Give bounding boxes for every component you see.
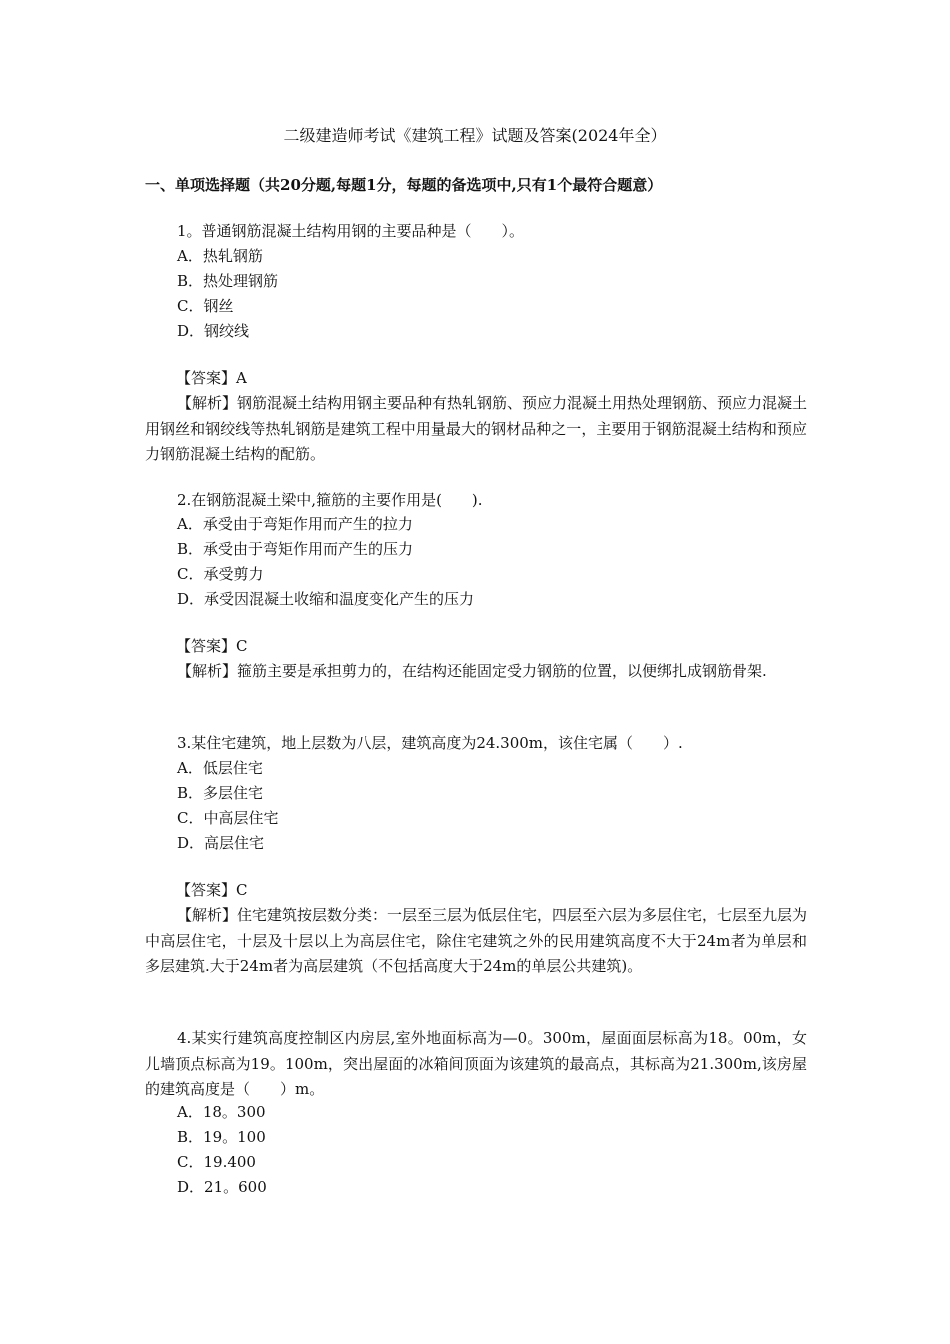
question-1-answer: 【答案】A (176, 369, 247, 387)
question-2-option-d: D．承受因混凝土收缩和温度变化产生的压力 (177, 590, 475, 608)
question-1-option-c: C．钢丝 (177, 297, 234, 315)
question-1-stem: 1。普通钢筋混凝土结构用钢的主要品种是（ ）。 (177, 222, 525, 240)
question-3-option-a: A．低层住宅 (177, 759, 263, 777)
question-2-analysis: 【解析】箍筋主要是承担剪力的，在结构还能固定受力钢筋的位置，以便绑扎成钢筋骨架. (177, 662, 767, 680)
question-2-option-b: B．承受由于弯矩作用而产生的压力 (177, 540, 414, 558)
question-3-option-c: C．中高层住宅 (177, 809, 279, 827)
question-3-analysis: 【解析】住宅建筑按层数分类：一层至三层为低层住宅，四层至六层为多层住宅，七层至九层为中高层住宅，十层及十层以上为高层住宅，除住宅建筑之外的民用建筑高度不大于24m者为单层和多层建筑.大于24m者为高层建筑（不包括高度大于24m的单层公共建筑)。 (145, 906, 808, 975)
question-3-stem: 3.某住宅建筑，地上层数为八层，建筑高度为24.300m，该住宅属（ ）. (177, 734, 683, 752)
question-4-option-b: B．19。100 (177, 1128, 266, 1146)
question-4-option-a: A．18。300 (177, 1103, 266, 1121)
question-2-answer: 【答案】C (176, 637, 248, 655)
section-heading: 一、单项选择题（共20分题,每题1分，每题的备选项中,只有1个最符合题意） (145, 176, 663, 194)
question-2-option-c: C．承受剪力 (177, 565, 264, 583)
question-1-option-d: D．钢绞线 (177, 322, 250, 340)
question-3-option-b: B．多层住宅 (177, 784, 264, 802)
document-title: 二级建造师考试《建筑工程》试题及答案(2024年全） (283, 126, 667, 145)
question-4-option-d: D．21。600 (177, 1178, 267, 1196)
question-1-option-a: A．热轧钢筋 (177, 247, 263, 265)
question-4-stem: 4.某实行建筑高度控制区内房层,室外地面标高为—0。300m，屋面面层标高为18。00m，女儿墙顶点标高为19。100m，突出屋面的冰箱间顶面为该建筑的最高点，其标高为21.300m,该房屋的建筑高度是（ ）m。 (145, 1029, 807, 1098)
question-3-answer: 【答案】C (176, 881, 248, 899)
question-1-option-b: B．热处理钢筋 (177, 272, 279, 290)
question-2-option-a: A．承受由于弯矩作用而产生的拉力 (177, 515, 413, 533)
question-1-analysis: 【解析】钢筋混凝土结构用钢主要品种有热轧钢筋、预应力混凝土用热处理钢筋、预应力混凝土用钢丝和钢绞线等热轧钢筋是建筑工程中用量最大的钢材品种之一，主要用于钢筋混凝土结构和预应力钢筋混凝土结构的配筋。 (145, 394, 808, 463)
question-2-stem: 2.在钢筋混凝土梁中,箍筋的主要作用是( ). (177, 491, 483, 509)
question-4-option-c: C．19.400 (177, 1153, 256, 1171)
question-3-option-d: D．高层住宅 (177, 834, 265, 852)
